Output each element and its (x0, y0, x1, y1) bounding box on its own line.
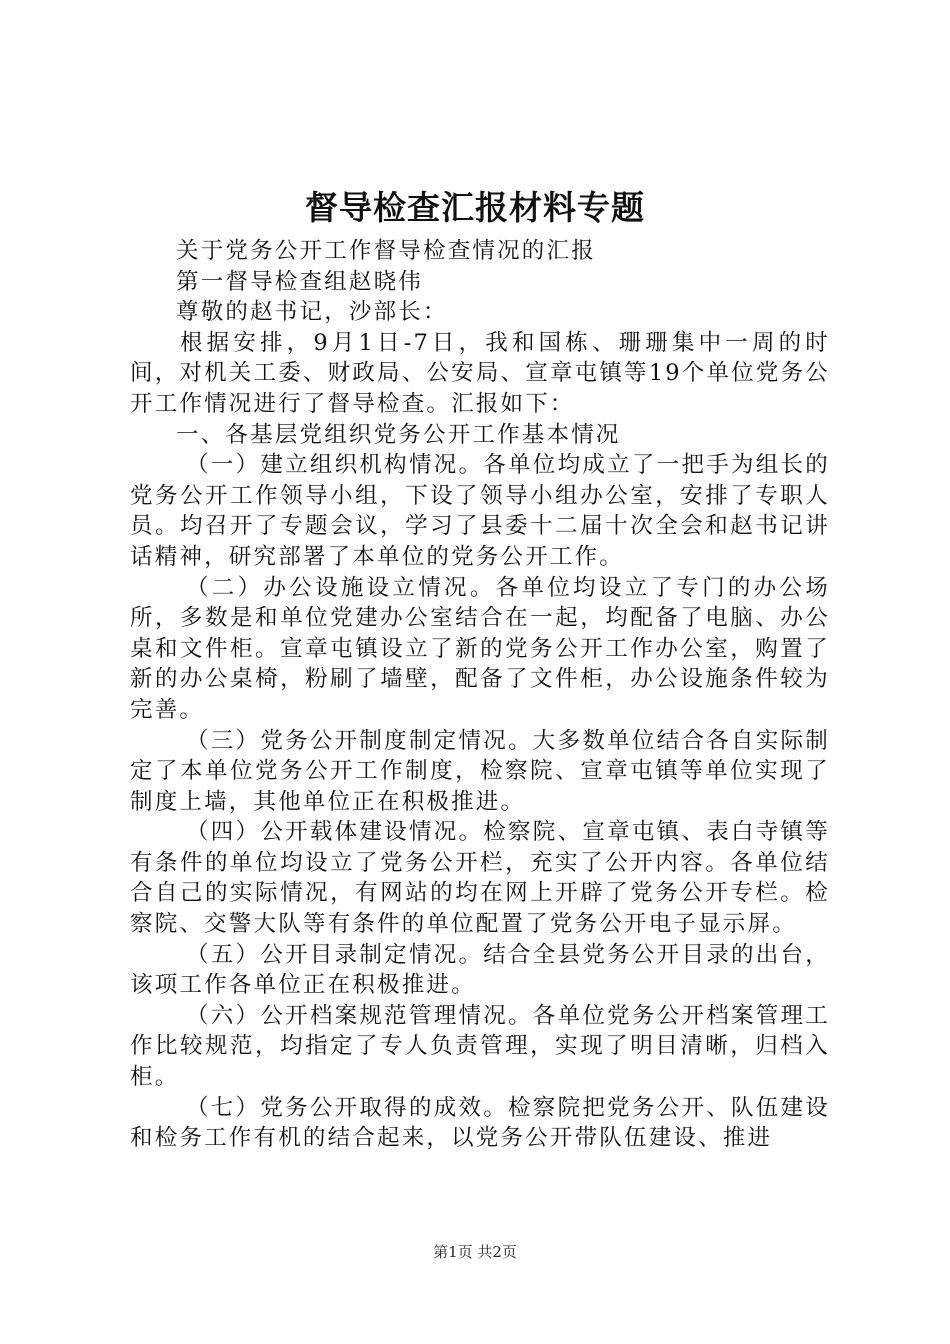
body-paragraph-intro: 根据安排，9月1日-7日，我和国栋、珊珊集中一周的时间，对机关工委、财政局、公安局、宣章屯镇等19个单位党务公开工作情况进行了督导检查。汇报如下： (130, 329, 830, 417)
salutation: 尊敬的赵书记，沙部长： (176, 299, 448, 326)
section-heading-1: 一、各基层党组织党务公开工作基本情况 (176, 421, 621, 448)
body-paragraph-item-3: （三）党务公开制度制定情况。大多数单位结合各自实际制定了本单位党务公开工作制度，检察院、宣章屯镇等单位实现了制度上墙，其他单位正在积极推进。 (130, 727, 830, 815)
body-paragraph-item-1: （一）建立组织机构情况。各单位均成立了一把手为组长的党务公开工作领导小组，下设了领导小组办公室，安排了专职人员。均召开了专题会议，学习了县委十二届十次全会和赵书记讲话精神，研究部署了本单位的党务公开工作。 (130, 452, 830, 570)
body-paragraph-item-2: （二）办公设施设立情况。各单位均设立了专门的办公场所，多数是和单位党建办公室结合在一起，均配备了电脑、办公桌和文件柜。宣章屯镇设立了新的党务公开工作办公室，购置了新的办公桌椅，粉刷了墙壁，配备了文件柜，办公设施条件较为完善。 (130, 574, 830, 723)
body-paragraph-item-7: （七）党务公开取得的成效。检察院把党务公开、队伍建设和检务工作有机的结合起来，以党务公开带队伍建设、推进 (130, 1094, 830, 1152)
page-footer: 第1页 共2页 (433, 1243, 517, 1261)
document-title: 督导检查汇报材料专题 (305, 188, 645, 227)
report-author: 第一督导检查组赵晓伟 (176, 268, 424, 295)
document-body (130, 236, 830, 1154)
body-paragraph-item-5: （五）公开目录制定情况。结合全县党务公开目录的出台，该项工作各单位正在积极推进。 (130, 941, 830, 999)
body-paragraph-item-4: （四）公开载体建设情况。检察院、宣章屯镇、表白寺镇等有条件的单位均设立了党务公开栏，充实了公开内容。各单位结合自己的实际情况，有网站的均在网上开辟了党务公开专栏。检察院、交警大队等有条件的单位配置了党务公开电子显示屏。 (130, 819, 830, 938)
body-paragraph-item-6: （六）公开档案规范管理情况。各单位党务公开档案管理工作比较规范，均指定了专人负责管理，实现了明目清晰，归档入柜。 (130, 1002, 830, 1091)
report-subtitle: 关于党务公开工作督导检查情况的汇报 (176, 238, 596, 264)
